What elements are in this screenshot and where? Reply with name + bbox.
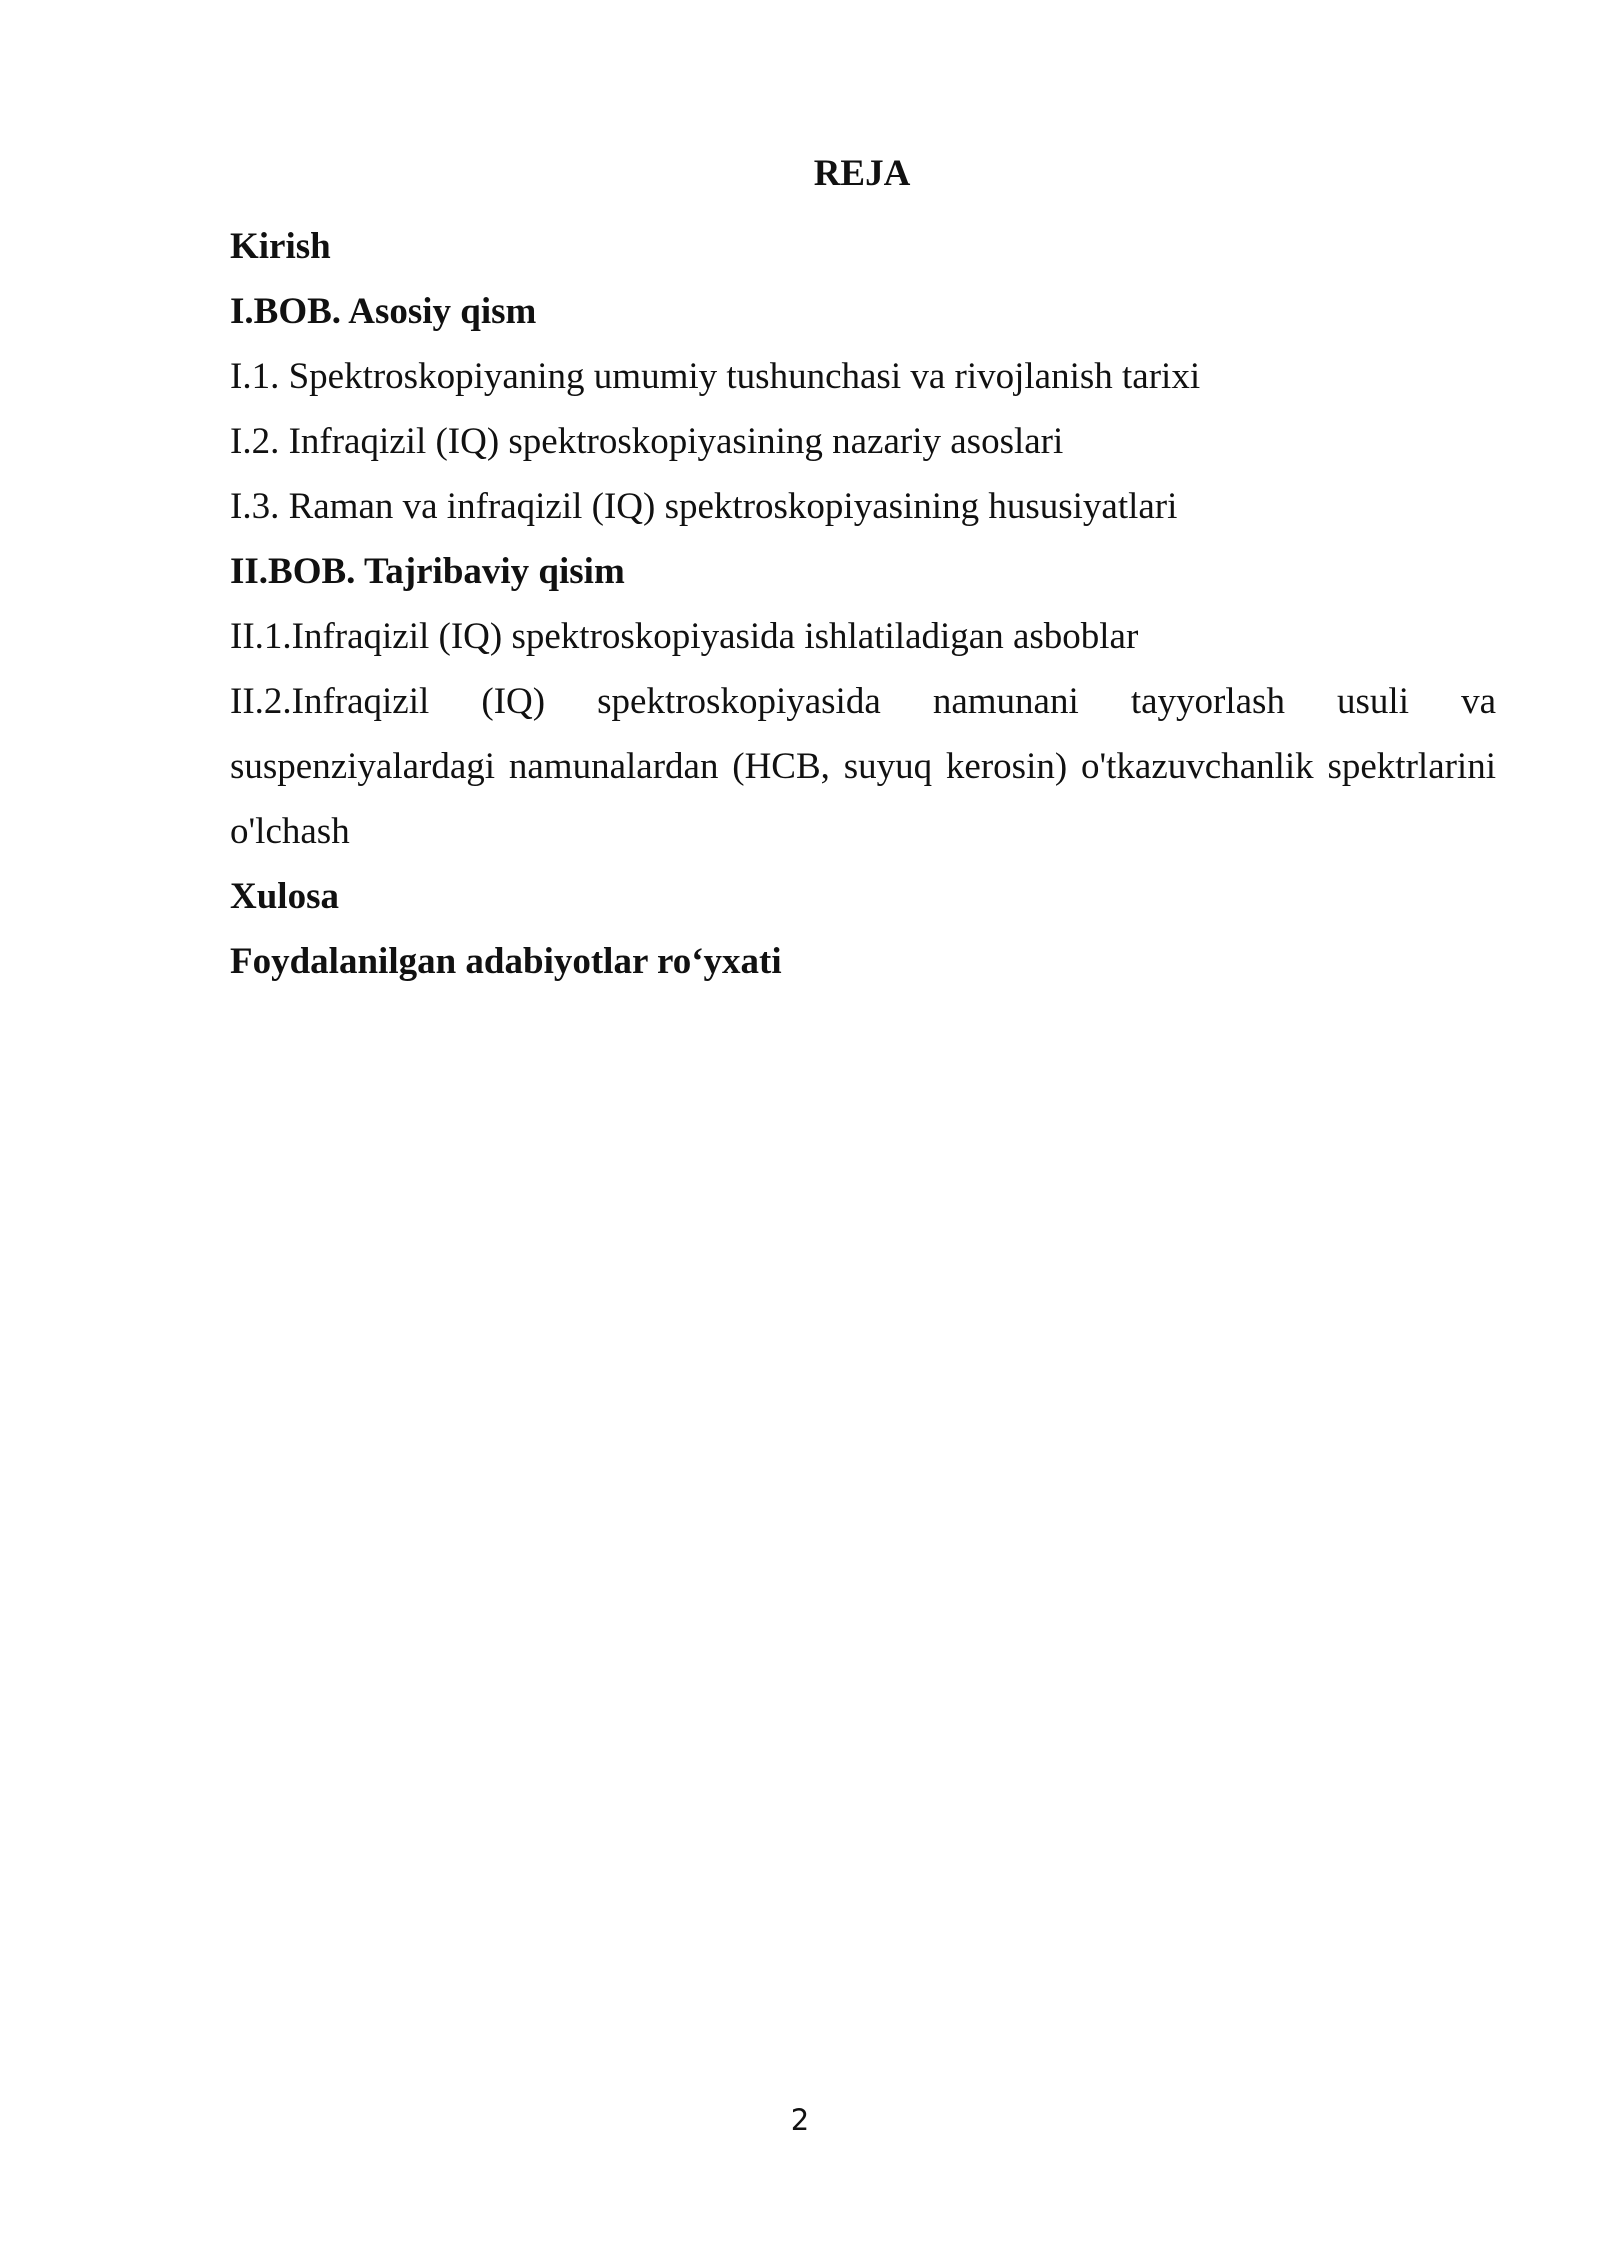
toc-item-section-1-1: I.1. Spektroskopiyaning umumiy tushunchasi va rivojlanish tarixi [230,356,1201,397]
table-of-contents [230,214,1496,994]
page-title: REJA [813,153,911,194]
toc-item-chapter-2: II.BOB. Tajribaviy qisim [230,551,625,592]
page-number: 2 [790,2103,810,2137]
toc-item-section-1-2: I.2. Infraqizil (IQ) spektroskopiyasining nazariy asoslari [230,421,1064,462]
toc-item-chapter-1: I.BOB. Asosiy qism [230,291,537,332]
toc-item-kirish: Kirish [230,226,331,267]
toc-item-bibliography: Foydalanilgan adabiyotlar ro‘yxati [230,941,782,982]
toc-item-section-2-1: II.1.Infraqizil (IQ) spektroskopiyasida ishlatiladigan asboblar [230,616,1139,657]
toc-item-section-2-2: II.2.Infraqizil (IQ) spektroskopiyasida namunani tayyorlash usuli va suspenziyalardagi namunalardan (HCB, suyuq kerosin) o'tkazuvchanlik spektrlarini o'lchash [230,681,1496,852]
toc-item-section-1-3: I.3. Raman va infraqizil (IQ) spektroskopiyasining hususiyatlari [230,486,1178,527]
toc-item-xulosa: Xulosa [230,876,339,917]
